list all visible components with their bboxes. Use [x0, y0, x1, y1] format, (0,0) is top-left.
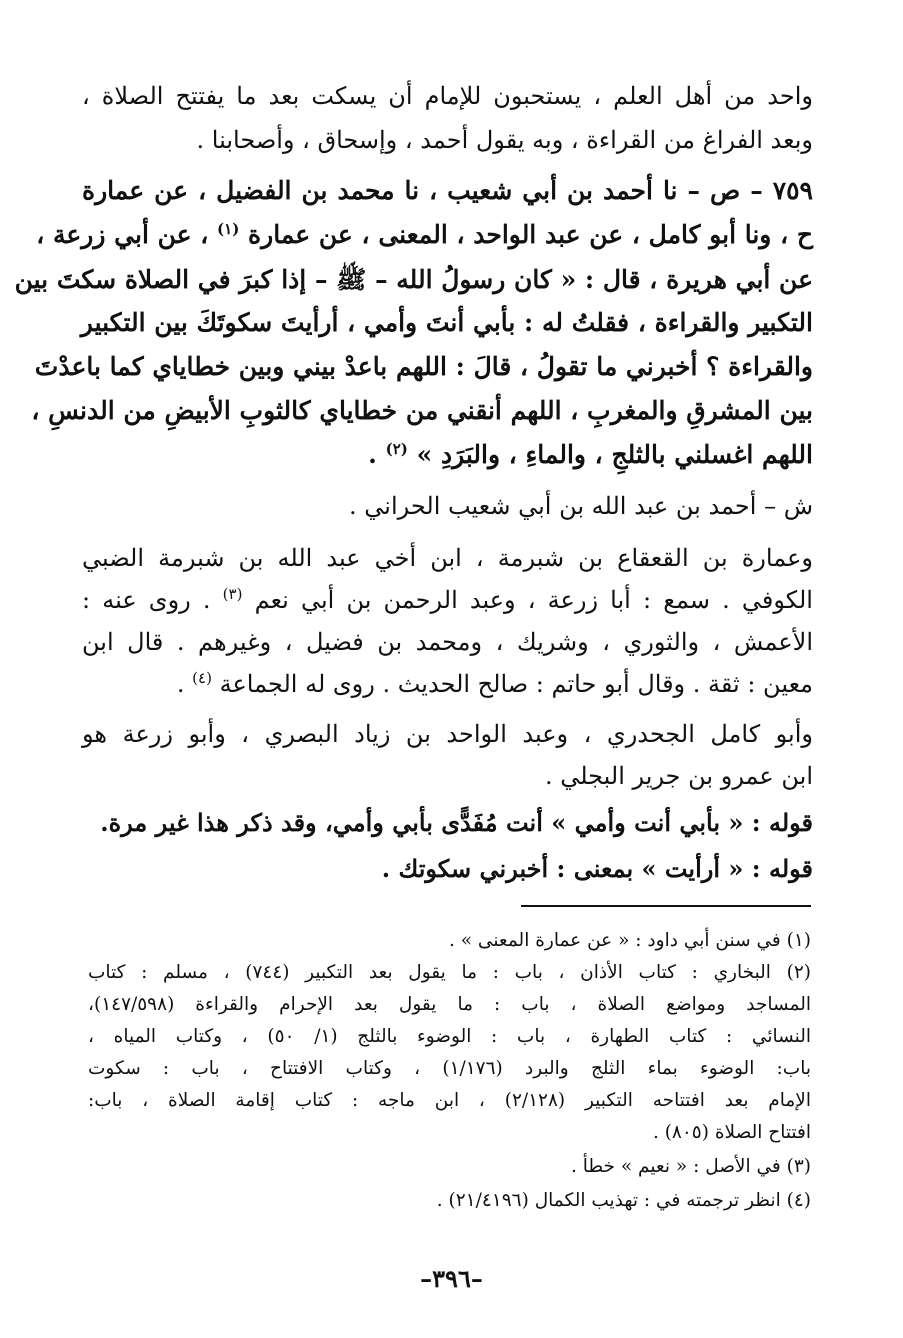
sharh-text: . روى عنه : — [82, 586, 211, 614]
sharh-text: معين : ثقة . وقال أبو حاتم : صالح الحديث . روى له الجماعة — [219, 670, 813, 698]
footnote-marker: (٢) — [385, 440, 408, 458]
footnote-line: النسائي : كتاب الطهارة ، باب : الوضوء بالثلج (١/ ٥٠) ، وكتاب المياه ، — [88, 1026, 811, 1047]
hadith-line — [82, 440, 813, 469]
footnote-line: الإمام بعد افتتاحه التكبير (٢/١٢٨) ، ابن ماجه : كتاب إقامة الصلاة ، باب: — [88, 1090, 811, 1111]
hadith-text: اللهم اغسلني بالثلجِ ، والماءِ ، والبَرَدِ » — [416, 440, 813, 469]
hadith-text: . — [368, 440, 377, 469]
hadith-line: عن أبي هريرة ، قال : « كان رسولُ الله – ﷺ – إذا كبرَ في الصلاة سكتَ بين — [14, 265, 813, 294]
hadith-line: بين المشرقِ والمغربِ ، اللهم أنقني من خطاياي كالثوبِ الأبيضِ من الدنسِ ، — [31, 396, 813, 425]
footnote-line: (٣) في الأصل : « نعيم » خطأ . — [570, 1156, 811, 1177]
footnote-line: (١) في سنن أبي داود : « عن عمارة المعنى » . — [448, 930, 811, 951]
footnote-line: افتتاح الصلاة (٨٠٥) . — [652, 1122, 811, 1143]
hadith-line — [36, 220, 813, 249]
footnote-separator — [521, 905, 811, 907]
qawluh-line: قوله : « أرأيت » بمعنى : أخبرني سكوتك . — [381, 854, 813, 883]
footnote-line: المساجد ومواضع الصلاة ، باب : ما يقول بعد الإحرام والقراءة (١٤٧/٥٩٨)، — [88, 994, 811, 1015]
sharh-line — [82, 586, 813, 614]
sharh-line: وعمارة بن القعقاع بن شبرمة ، ابن أخي عبد الله بن شبرمة الضبي — [82, 544, 813, 572]
footnote-line: باب: الوضوء بماء الثلج والبرد (١/١٧٦) ، وكتاب الافتتاح ، باب : سكوت — [88, 1058, 811, 1079]
qawluh-line: قوله : « بأبي أنت وأمي » أنت مُفَدًّى بأبي وأمي، وقد ذكر هذا غير مرة. — [100, 808, 813, 837]
sharh-line: ابن عمرو بن جرير البجلي . — [544, 762, 813, 790]
sharh-line: ش – أحمد بن عبد الله بن أبي شعيب الحراني . — [349, 492, 813, 520]
footnote-line: (٢) البخاري : كتاب الأذان ، باب : ما يقول بعد التكبير (٧٤٤) ، مسلم : كتاب — [88, 962, 811, 983]
footnote-marker: (٤) — [192, 669, 212, 687]
sharh-line: الأعمش ، والثوري ، وشريك ، ومحمد بن فضيل ، وغيرهم . قال ابن — [82, 628, 813, 656]
page-number: –٣٩٦– — [420, 1264, 483, 1293]
hadith-line: ٧٥٩ – ص – نا أحمد بن أبي شعيب ، نا محمد بن الفضيل ، عن عمارة — [82, 176, 813, 205]
text-line: وبعد الفراغ من القراءة ، وبه يقول أحمد ، وإسحاق ، وأصحابنا . — [196, 126, 813, 154]
hadith-text: ح ، ونا أبو كامل ، عن عبد الواحد ، المعنى ، عن عمارة — [248, 220, 813, 249]
text-line: واحد من أهل العلم ، يستحبون للإمام أن يسكت بعد ما يفتتح الصلاة ، — [82, 82, 813, 110]
sharh-line — [82, 670, 813, 698]
sharh-text: . — [176, 670, 185, 698]
sharh-line: وأبو كامل الجحدري ، وعبد الواحد بن زياد البصري ، وأبو زرعة هو — [82, 720, 813, 748]
footnote-marker: (٣) — [222, 585, 243, 603]
hadith-text: ، عن أبي زرعة ، — [36, 220, 209, 249]
footnote-marker: (١) — [217, 220, 240, 238]
hadith-line: والقراءة ؟ أخبرني ما تقولُ ، قالَ : اللهم باعدْ بيني وبين خطاياي كما باعدْتَ — [34, 352, 813, 381]
sharh-text: الكوفي . سمع : أبا زرعة ، وعبد الرحمن بن أبي نعم — [254, 586, 813, 614]
hadith-line: التكبير والقراءة ، فقلتُ له : بأبي أنتَ وأمي ، أرأيتَ سكوتَكَ بين التكبير — [80, 308, 813, 337]
footnote-line: (٤) انظر ترجمته في : تهذيب الكمال (٢١/٤١٩٦) . — [436, 1190, 811, 1211]
